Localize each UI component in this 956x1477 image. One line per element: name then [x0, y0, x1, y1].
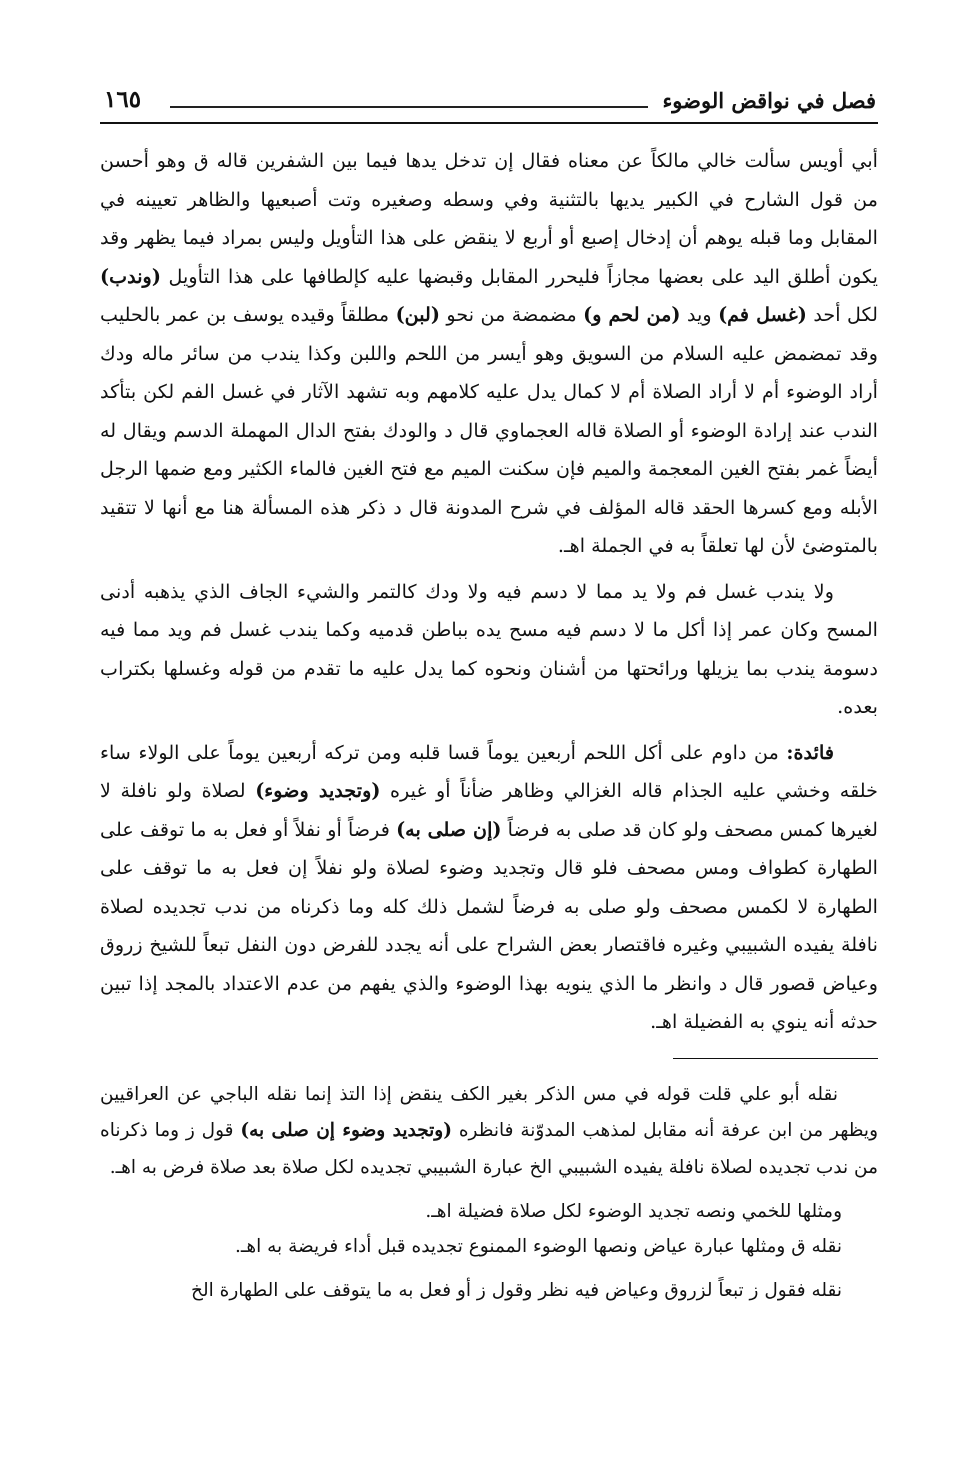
footnote-3: نقله ق ومثلها عبارة عياض ونصها الوضوء الممنوع تجديده قبل أداء فريضة به اهـ. [235, 1235, 842, 1257]
header-rule [100, 122, 878, 124]
text-run: لكل أحد [806, 303, 878, 326]
text-run: مضمضة من نحو [439, 303, 584, 326]
text-run: ويد [680, 303, 719, 326]
footnote-2: ومثلها للخمي ونصه تجديد الوضوء لكل صلاة فضيلة اهـ. [425, 1201, 842, 1222]
matn-quote: (من لحم و) [583, 303, 681, 326]
page-header [100, 88, 878, 122]
matn-quote: (غسل فم) [718, 303, 807, 326]
matn-quote: (وتجديد وضوء) [255, 779, 381, 802]
footnote-1 [100, 1077, 878, 1187]
page-number: ١٦٥ [104, 86, 142, 113]
text-run: من داوم على أكل اللحم أربعين يوماً قسا قلبه ومن تركه أربعين يوماً على الولاء ساء خلقه وخشي عليه الجذام قاله الغزالي وظاهر ضأناً أو غيره [100, 740, 878, 802]
footnote-4: نقله فقول ز تبعاً لزروق وعياض فيه نظر وقول ز أو فعل به ما يتوقف على الطهارة الخ [191, 1280, 842, 1301]
matn-quote: (لبن) [395, 303, 440, 326]
matn-quote: (وتجديد وضوء إن صلى به) [240, 1120, 452, 1141]
paragraph-2: ولا يندب غسل فم ولا يد مما لا دسم فيه ولا ودك كالتمر والشيء الجاف الذي يذهبه أدنى المسح وكان عمر إذا أكل ما لا دسم فيه مسح يده بباطن قدميه وكما يندب غسل فم ويد مما فيه دسومة يندب بما يزيلها ورائحتها من أشنان ونحوه كما يدل عليه ما تقدم من قوله وغسلها بكتراب بعده. [100, 579, 878, 718]
matn-quote: (إن صلى به) [396, 817, 502, 841]
footnote-rule [673, 1058, 878, 1059]
paragraph-3 [100, 734, 878, 1042]
text-run: نقله أبو علي قلت قوله في مس الذكر بغير الكف ينقض إذا التذ إنما نقله الباجي عن العراقيين ويظهر من ابن عرفة أنه مقابل لمذهب المدوّنة فانظره [100, 1083, 879, 1141]
text-run: مطلقاً وقيده يوسف بن عمر بالحليب وقد تمضمض عليه السلام من السويق وهو أيسر من اللحم واللبن وكذا يندب من سائر ماله ودك أراد الوضوء أم لا أراد الصلاة أم لا كمال يدل عليه كلامهم وبه تشهد الآثار في غسل الفم لكن بتأكد الندب عند إرادة الوضوء أو الصلاة قاله العجماوي قال د والودك بفتح الدال المهملة الدسم ويقال له أيضاً غمر بفتح الغين المعجمة والميم فإن سكنت الميم مع فتح الغين فالماء الكثير ومع ضمها الرجل الأبله ومع كسرها الحقد قاله المؤلف في شرح المدونة قال د ذكر هذه المسألة هنا مع أنها لا تتقيد بالمتوضئ لأن لها تعلقاً به في الجملة اهـ. [100, 303, 878, 557]
header-leader-line [170, 106, 648, 108]
paragraph-1 [100, 142, 878, 566]
text-run: فرضاً أو نفلاً أو فعل به ما توقف على الطهارة كطواف ومس مصحف فلو قال وتجديد وضوء لصلاة ولو نفلاً إن فعل به ما توقف على الطهارة لا لكمس مصحف ولو صلى به فرضاً لشمل ذلك كله وما ذكرناه من ندب تجديده لصلاة نافلة يفيده الشبيبي وغيره فاقتصار بعض الشراح على أنه يجدد للفرض دون النفل تبعاً للشيخ زروق وعياض قصور قال د وانظر ما الذي ينويه بهذا الوضوء والذي يفهم من عدم الاعتداد بالمجد إذا تبين حدثه أنه ينوي به الفضيلة اهـ. [100, 817, 878, 1033]
text-run: أبي أويس سألت خالي مالكاً عن معناه فقال إن تدخل يدها فيما بين الشفرين قاله ق وهو أحسن من قول الشارح في الكبير يديها بالتثنية وفي وسطه وصغيره وتت أصبعيها والظاهر تعيينه في المقابل وما قبله يوهم أن إدخال إصبع أو أربع لا ينقض على هذا التأويل وليس بمراد فيما يظهر وقد يكون أطلق اليد على بعضها مجازاً فليحرر المقابل وقبضها عليه كإلطافها على هذا التأويل [100, 149, 878, 288]
main-text [100, 142, 878, 1042]
faida-label: فائدة: [786, 740, 834, 764]
footnotes [100, 1077, 878, 1310]
book-page [100, 88, 878, 1318]
matn-quote: (وندب) [100, 264, 161, 288]
text-run: لصلاة ولو نافلة لا لغيرها كمس مصحف ولو كان قد صلى به فرضاً [100, 779, 878, 841]
running-head: فصل في نواقض الوضوء [662, 88, 876, 113]
text-run: قول ز وما ذكرناه من ندب تجديده لصلاة نافلة يفيده الشبيبي الخ عبارة الشبيبي تجديده لكل صلاة بعد صلاة فرض به اهـ. [100, 1120, 878, 1178]
